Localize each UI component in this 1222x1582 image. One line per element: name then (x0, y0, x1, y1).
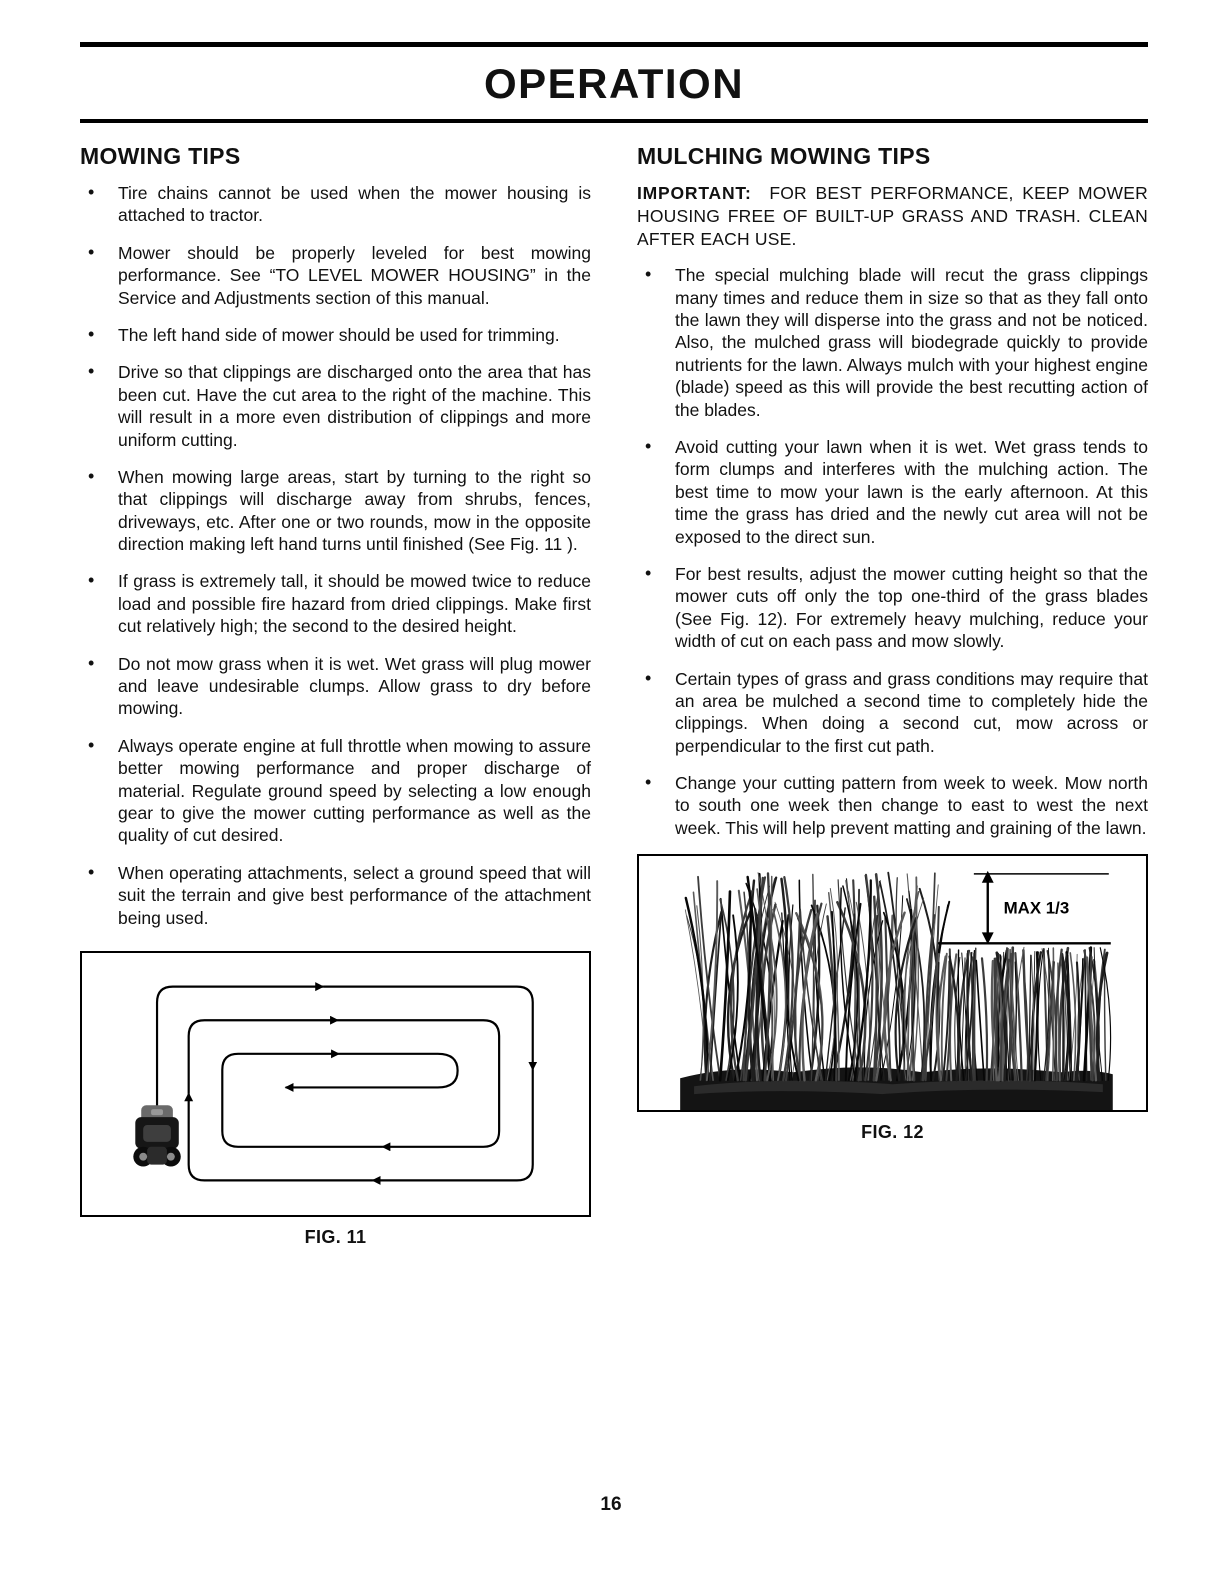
mid-rule (80, 119, 1148, 123)
mowing-tip-item: • Drive so that clippings are discharged onto the area that has been cut. Have the cut area to the right of the machine. This will result in a more even distribution of clippings and more uniform cutting. (80, 361, 591, 451)
page-number: 16 (600, 1494, 622, 1515)
mowing-tip-item: • Always operate engine at full throttle when mowing to assure better mowing performance and proper discharge of material. Regulate ground speed by selecting a low enough gear to give the mower cutting performance as well as the quality of cut desired. (80, 735, 591, 847)
figure-12-caption: FIG. 12 (861, 1122, 924, 1143)
figure-11 (80, 951, 591, 1248)
mulching-tip-item: • Change your cutting pattern from week to week. Mow north to south one week then change to east to west the next week. This will help prevent matting and graining of the lawn. (637, 772, 1148, 839)
page-title: OPERATION (483, 60, 745, 107)
cut-height-arrow-icon (982, 871, 994, 944)
figure-12 (637, 854, 1148, 1143)
mowing-tip-item: • If grass is extremely tall, it should be mowed twice to reduce load and possible fire hazard from dried clippings. Make first cut relatively high; the second to the desired height. (80, 570, 591, 637)
important-label: IMPORTANT: (637, 183, 752, 203)
two-column-layout (80, 139, 1148, 1248)
important-note (637, 182, 1148, 250)
grass-cut-illustration (637, 854, 1148, 1112)
mowing-pattern-diagram (80, 951, 591, 1217)
tractor-icon (133, 1105, 180, 1166)
mowing-tips-heading: MOWING TIPS (80, 143, 241, 169)
mowing-tip-item: • The left hand side of mower should be used for trimming. (80, 324, 591, 346)
mulching-tip-item: • For best results, adjust the mower cutting height so that the mower cuts off only the top one-third of the grass blades (See Fig. 12). For extremely heavy mulching, reduce your width of cut on each pass and mow slowly. (637, 563, 1148, 653)
mowing-tip-item: • Mower should be properly leveled for best mowing performance. See “TO LEVEL MOWER HOUSING” in the Service and Adjustments section of this manual. (80, 242, 591, 309)
mulching-tips-heading: MULCHING MOWING TIPS (637, 143, 931, 169)
mowing-tip-item: • Do not mow grass when it is wet. Wet grass will plug mower and leave undesirable clumps. Allow grass to dry before mowing. (80, 653, 591, 720)
mowing-tip-item: • When operating attachments, select a ground speed that will suit the terrain and give best performance of the attachment being used. (80, 862, 591, 929)
mulching-tip-item: • Avoid cutting your lawn when it is wet. Wet grass tends to form clumps and interferes with the mulching action. The best time to mow your lawn is the early afternoon. At this time the grass has dried and the newly cut area will not be exposed to the direct sun. (637, 436, 1148, 548)
important-text: FOR BEST PERFORMANCE, KEEP MOWER HOUSING FREE OF BUILT-UP GRASS AND TRASH. CLEAN AFTER EACH USE. (637, 183, 1148, 249)
mulching-tip-item: • The special mulching blade will recut the grass clippings many times and reduce them in size so that as they fall onto the lawn they will disperse into the grass and not be noticed. Also, the mulched grass will biodegrade quickly to provide nutrients for the lawn. Always mulch with your highest engine (blade) speed as this will provide the best recutting action of the blades. (637, 264, 1148, 421)
mulching-tips-list (637, 264, 1148, 839)
mowing-pattern-svg (82, 953, 589, 1215)
grass-illustration-svg (639, 856, 1146, 1110)
mowing-tip-item: • When mowing large areas, start by turning to the right so that clippings will discharge away from shrubs, fences, driveways, etc. After one or two rounds, mow in the opposite direction making left hand turns until finished (See Fig. 11 ). (80, 466, 591, 556)
max-height-label: MAX 1/3 (1003, 898, 1070, 918)
figure-11-caption: FIG. 11 (304, 1226, 367, 1247)
mowing-tips-section (80, 139, 591, 1248)
mulching-tips-section (637, 139, 1148, 1143)
mowing-tip-item: • Tire chains cannot be used when the mower housing is attached to tractor. (80, 182, 591, 227)
mowing-spiral-path (157, 987, 533, 1181)
mowing-tips-list (80, 182, 591, 929)
mulching-tip-item: • Certain types of grass and grass conditions may require that an area be mulched a second time to completely hide the clippings. When doing a second cut, mow across or perpendicular to the first cut path. (637, 668, 1148, 758)
